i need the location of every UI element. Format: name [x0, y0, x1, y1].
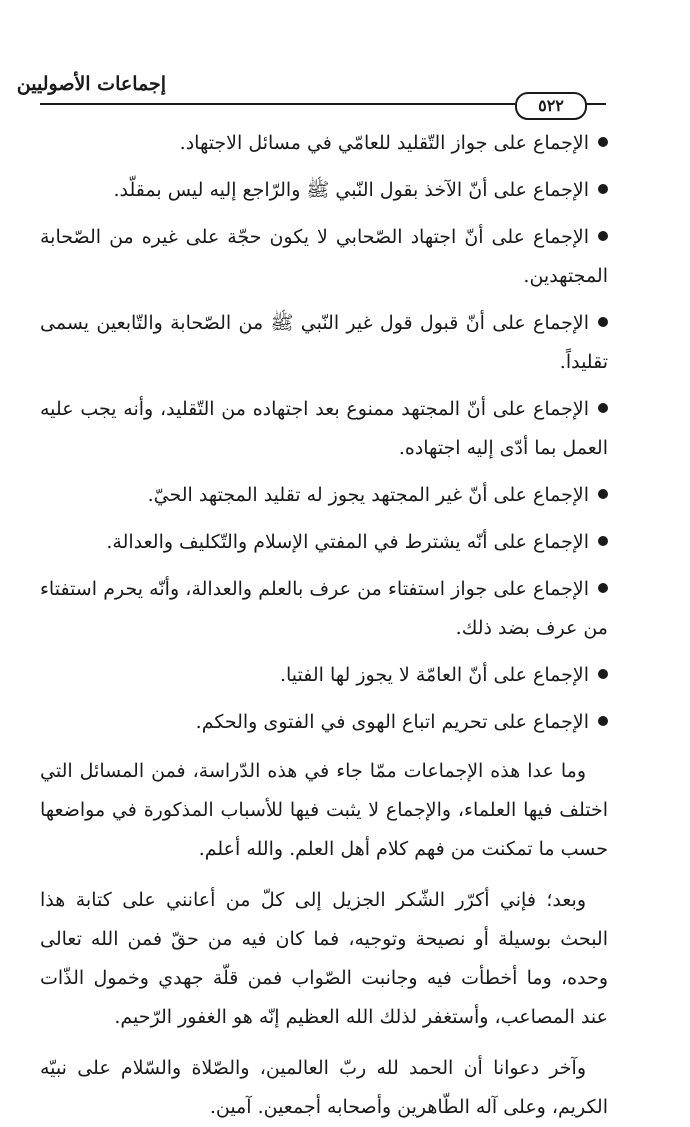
acknowledgement-paragraph: وبعد؛ فإني أكرّر الشّكر الجزيل إلى كلّ من أعانني على كتابة هذا البحث بوسيلة أو نصيحة وتوجيه، فما كان فيه من حقّ فمن الله تعالى وحده، وما أخطأت فيه وجانبت الصّواب فمن قلّة جهدي وخمول الذّات عند المصاعب، وأستغفر لذلك الله العظيم إنّه هو الغفور الرّحيم. [40, 889, 608, 1028]
consensus-item-text: الإجماع على أنّ قبول قول غير النّبي ﷺ من الصّحابة والتّابعين يسمى تقليداً. [40, 312, 608, 373]
page-body [40, 124, 608, 1127]
bullet-dot-icon [598, 231, 608, 241]
consensus-item [40, 523, 608, 562]
consensus-item-text: الإجماع على أنّ اجتهاد الصّحابي لا يكون حجّة على غيره من الصّحابة المجتهدين. [40, 226, 608, 287]
consensus-item [40, 218, 608, 296]
bullet-dot-icon [598, 317, 608, 327]
consensus-item-text: الإجماع على أنّ العامّة لا يجوز لها الفتيا. [279, 664, 589, 686]
bullet-dot-icon [598, 403, 608, 413]
consensus-item [40, 124, 608, 163]
consensus-item-text: الإجماع على جواز التّقليد للعامّي في مسائل الاجتهاد. [179, 132, 589, 154]
consensus-item [40, 304, 608, 382]
consensus-item-text: الإجماع على أنّ المجتهد ممنوع بعد اجتهاده من التّقليد، وأنه يجب عليه العمل بما أدّى إليه اجتهاده. [40, 398, 608, 459]
consensus-item [40, 476, 608, 515]
consensus-item-text: الإجماع على جواز استفتاء من عرف بالعلم والعدالة، وأنّه يحرم استفتاء من عرف بضد ذلك. [40, 578, 608, 639]
consensus-list [40, 124, 608, 742]
page-number-badge: ٥٢٢ [515, 92, 587, 120]
consensus-item-text: الإجماع على أنّ غير المجتهد يجوز له تقليد المجتهد الحيّ. [147, 484, 589, 506]
consensus-item [40, 656, 608, 695]
running-title-text: إجماعات الأصوليين [16, 73, 166, 95]
consensus-item [40, 703, 608, 742]
consensus-item [40, 390, 608, 468]
bullet-dot-icon [598, 669, 608, 679]
running-header [0, 0, 690, 125]
consensus-item-text: الإجماع على أنّه يشترط في المفتي الإسلام والتّكليف والعدالة. [106, 531, 589, 553]
final-prayer-paragraph: وآخر دعوانا أن الحمد لله ربّ العالمين، والصّلاة والسّلام على نبيّه الكريم، وعلى آله الطّاهرين وأصحابه أجمعين. آمين. [40, 1057, 608, 1118]
consensus-item [40, 570, 608, 648]
bullet-dot-icon [598, 489, 608, 499]
bullet-dot-icon [598, 583, 608, 593]
bullet-dot-icon [598, 536, 608, 546]
bullet-dot-icon [598, 137, 608, 147]
consensus-item [40, 171, 608, 210]
consensus-item-text: الإجماع على أنّ الآخذ بقول النّبي ﷺ والرّاجع إليه ليس بمقلّد. [113, 179, 589, 201]
consensus-item-text: الإجماع على تحريم اتباع الهوى في الفتوى والحكم. [195, 711, 589, 733]
bullet-dot-icon [598, 716, 608, 726]
closing-paragraph: وما عدا هذه الإجماعات ممّا جاء في هذه الدّراسة، فمن المسائل التي اختلف فيها العلماء، والإجماع لا يثبت فيها للأسباب المذكورة في مواضعها حسب ما تمكنت من فهم كلام أهل العلم. والله أعلم. [40, 760, 608, 860]
bullet-dot-icon [598, 184, 608, 194]
